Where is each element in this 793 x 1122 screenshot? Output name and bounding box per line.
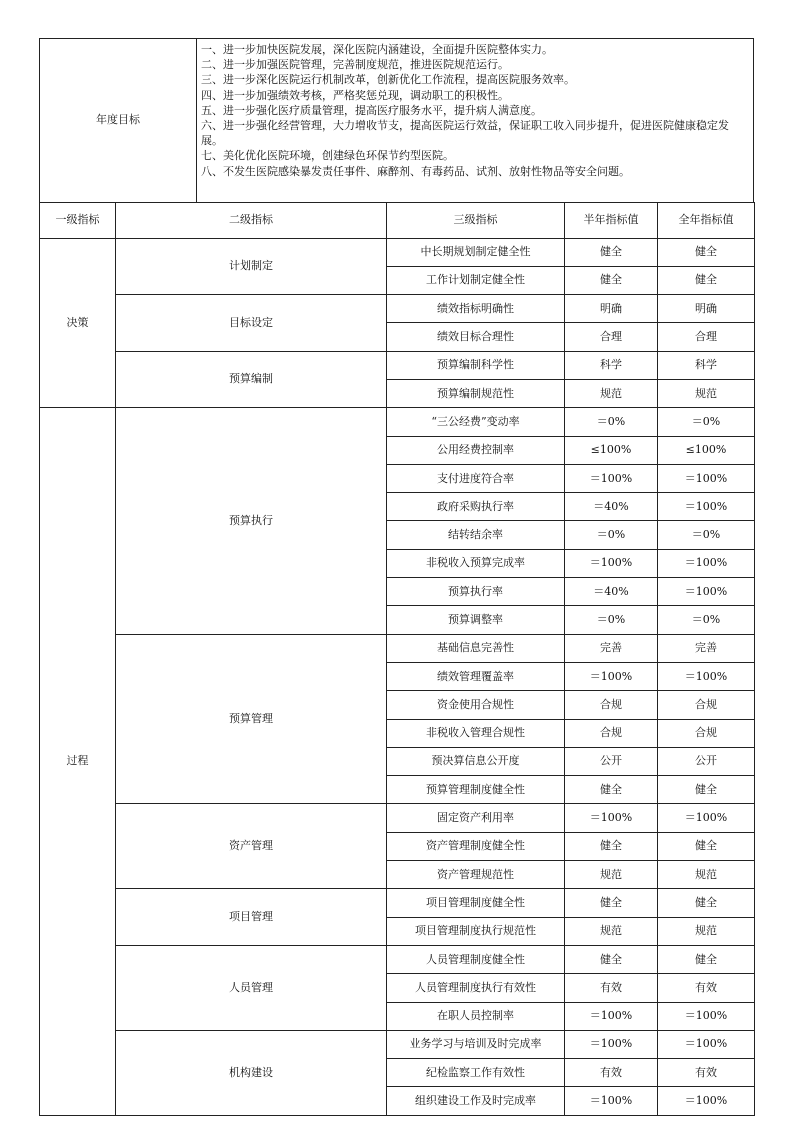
- half-year-value: 科学: [565, 351, 658, 379]
- full-year-value: ＝100%: [658, 549, 755, 577]
- level3-indicator: 人员管理制度健全性: [387, 945, 565, 973]
- half-year-value: 健全: [565, 832, 658, 860]
- full-year-value: ＝100%: [658, 493, 755, 521]
- full-year-value: ≤100%: [658, 436, 755, 464]
- level3-indicator: 预决算信息公开度: [387, 747, 565, 775]
- header-full-year: 全年指标值: [658, 202, 755, 238]
- annual-goal-label: 年度目标: [40, 39, 197, 202]
- table-row: [40, 889, 755, 917]
- table-row: [40, 634, 755, 662]
- indicator-table: [39, 202, 755, 1116]
- level2-indicator: 目标设定: [116, 295, 387, 352]
- half-year-value: ≤100%: [565, 436, 658, 464]
- half-year-value: 健全: [565, 945, 658, 973]
- full-year-value: 公开: [658, 747, 755, 775]
- header-level1: 一级指标: [40, 202, 116, 238]
- goal-line: 五、进一步强化医疗质量管理，提高医疗服务水平，提升病人满意度。: [201, 103, 542, 117]
- half-year-value: ＝100%: [565, 1002, 658, 1030]
- full-year-value: 合理: [658, 323, 755, 351]
- full-year-value: ＝0%: [658, 408, 755, 436]
- level3-indicator: 组织建设工作及时完成率: [387, 1087, 565, 1115]
- table-row: [40, 804, 755, 832]
- level1-indicator: 决策: [40, 238, 116, 408]
- full-year-value: 完善: [658, 634, 755, 662]
- level1-indicator: 过程: [40, 408, 116, 1115]
- level2-indicator: 机构建设: [116, 1030, 387, 1115]
- goal-line: 七、美化优化医院环境，创建绿色环保节约型医院。: [201, 149, 454, 163]
- level3-indicator: 预算管理制度健全性: [387, 776, 565, 804]
- level3-indicator: 非税收入预算完成率: [387, 549, 565, 577]
- full-year-value: ＝100%: [658, 464, 755, 492]
- goal-line: 二、进一步加强医院管理，完善制度规范，推进医院规范运行。: [201, 58, 509, 72]
- half-year-value: ＝0%: [565, 606, 658, 634]
- half-year-value: ＝0%: [565, 521, 658, 549]
- level2-indicator: 预算编制: [116, 351, 387, 408]
- half-year-value: 合规: [565, 719, 658, 747]
- level2-indicator: 预算执行: [116, 408, 387, 634]
- level3-indicator: 绩效指标明确性: [387, 295, 565, 323]
- header-row: [40, 202, 755, 238]
- full-year-value: ＝100%: [658, 1002, 755, 1030]
- header-level2: 二级指标: [116, 202, 387, 238]
- annual-goal-text: [197, 39, 754, 202]
- half-year-value: ＝100%: [565, 1030, 658, 1058]
- full-year-value: ＝0%: [658, 606, 755, 634]
- half-year-value: 健全: [565, 266, 658, 294]
- half-year-value: ＝0%: [565, 408, 658, 436]
- level3-indicator: 预算编制科学性: [387, 351, 565, 379]
- table-row: [40, 1030, 755, 1058]
- half-year-value: 健全: [565, 776, 658, 804]
- level3-indicator: 基础信息完善性: [387, 634, 565, 662]
- level3-indicator: 公用经费控制率: [387, 436, 565, 464]
- full-year-value: 健全: [658, 889, 755, 917]
- half-year-value: ＝100%: [565, 804, 658, 832]
- full-year-value: 合规: [658, 691, 755, 719]
- half-year-value: ＝40%: [565, 493, 658, 521]
- level3-indicator: 资产管理规范性: [387, 861, 565, 889]
- header-half-year: 半年指标值: [565, 202, 658, 238]
- full-year-value: 健全: [658, 266, 755, 294]
- full-year-value: 规范: [658, 379, 755, 407]
- full-year-value: 明确: [658, 295, 755, 323]
- full-year-value: 合规: [658, 719, 755, 747]
- half-year-value: ＝100%: [565, 549, 658, 577]
- level2-indicator: 资产管理: [116, 804, 387, 889]
- level3-indicator: 资产管理制度健全性: [387, 832, 565, 860]
- level2-indicator: 预算管理: [116, 634, 387, 804]
- level3-indicator: 预算执行率: [387, 578, 565, 606]
- half-year-value: 健全: [565, 238, 658, 266]
- level3-indicator: 项目管理制度健全性: [387, 889, 565, 917]
- full-year-value: ＝100%: [658, 804, 755, 832]
- annual-goal-table: [39, 38, 754, 202]
- full-year-value: 健全: [658, 945, 755, 973]
- level3-indicator: 资金使用合规性: [387, 691, 565, 719]
- level3-indicator: 结转结余率: [387, 521, 565, 549]
- half-year-value: ＝100%: [565, 662, 658, 690]
- goal-line: 四、进一步加强绩效考核，严格奖惩兑现，调动职工的积极性。: [201, 88, 509, 102]
- full-year-value: 健全: [658, 776, 755, 804]
- half-year-value: 有效: [565, 1059, 658, 1087]
- level3-indicator: 中长期规划制定健全性: [387, 238, 565, 266]
- goal-line: 八、不发生医院感染暴发责任事件、麻醉剂、有毒药品、试剂、放射性物品等安全问题。: [201, 164, 630, 178]
- level2-indicator: 项目管理: [116, 889, 387, 946]
- full-year-value: ＝100%: [658, 1030, 755, 1058]
- level3-indicator: 人员管理制度执行有效性: [387, 974, 565, 1002]
- full-year-value: ＝100%: [658, 1087, 755, 1115]
- performance-target-sheet: [39, 38, 754, 1116]
- level3-indicator: 在职人员控制率: [387, 1002, 565, 1030]
- full-year-value: 健全: [658, 238, 755, 266]
- half-year-value: 规范: [565, 379, 658, 407]
- half-year-value: 公开: [565, 747, 658, 775]
- full-year-value: 规范: [658, 917, 755, 945]
- level3-indicator: 预算编制规范性: [387, 379, 565, 407]
- full-year-value: 有效: [658, 974, 755, 1002]
- level2-indicator: 人员管理: [116, 945, 387, 1030]
- level3-indicator: 预算调整率: [387, 606, 565, 634]
- header-level3: 三级指标: [387, 202, 565, 238]
- full-year-value: 科学: [658, 351, 755, 379]
- goal-line: 六、进一步强化经营管理，大力增收节支，提高医院运行效益，保证职工收入同步提升，促进医院健康稳定发展。: [201, 119, 729, 148]
- half-year-value: 完善: [565, 634, 658, 662]
- level3-indicator: 政府采购执行率: [387, 493, 565, 521]
- half-year-value: ＝100%: [565, 1087, 658, 1115]
- level3-indicator: 业务学习与培训及时完成率: [387, 1030, 565, 1058]
- table-row: [40, 408, 755, 436]
- level3-indicator: 固定资产利用率: [387, 804, 565, 832]
- half-year-value: ＝40%: [565, 578, 658, 606]
- full-year-value: ＝0%: [658, 521, 755, 549]
- level3-indicator: “三公经费”变动率: [387, 408, 565, 436]
- full-year-value: ＝100%: [658, 578, 755, 606]
- half-year-value: 合规: [565, 691, 658, 719]
- table-row: [40, 295, 755, 323]
- level3-indicator: 纪检监察工作有效性: [387, 1059, 565, 1087]
- full-year-value: ＝100%: [658, 662, 755, 690]
- level3-indicator: 项目管理制度执行规范性: [387, 917, 565, 945]
- table-row: [40, 945, 755, 973]
- full-year-value: 规范: [658, 861, 755, 889]
- half-year-value: 有效: [565, 974, 658, 1002]
- goal-line: 三、进一步深化医院运行机制改革，创新优化工作流程，提高医院服务效率。: [201, 73, 575, 87]
- level2-indicator: 计划制定: [116, 238, 387, 295]
- level3-indicator: 绩效管理覆盖率: [387, 662, 565, 690]
- level3-indicator: 绩效目标合理性: [387, 323, 565, 351]
- table-row: [40, 238, 755, 266]
- half-year-value: 规范: [565, 917, 658, 945]
- table-row: [40, 351, 755, 379]
- half-year-value: 规范: [565, 861, 658, 889]
- goal-line: 一、进一步加快医院发展，深化医院内涵建设，全面提升医院整体实力。: [201, 43, 553, 56]
- level3-indicator: 支付进度符合率: [387, 464, 565, 492]
- half-year-value: 明确: [565, 295, 658, 323]
- half-year-value: 合理: [565, 323, 658, 351]
- half-year-value: ＝100%: [565, 464, 658, 492]
- half-year-value: 健全: [565, 889, 658, 917]
- level3-indicator: 工作计划制定健全性: [387, 266, 565, 294]
- level3-indicator: 非税收入管理合规性: [387, 719, 565, 747]
- full-year-value: 有效: [658, 1059, 755, 1087]
- full-year-value: 健全: [658, 832, 755, 860]
